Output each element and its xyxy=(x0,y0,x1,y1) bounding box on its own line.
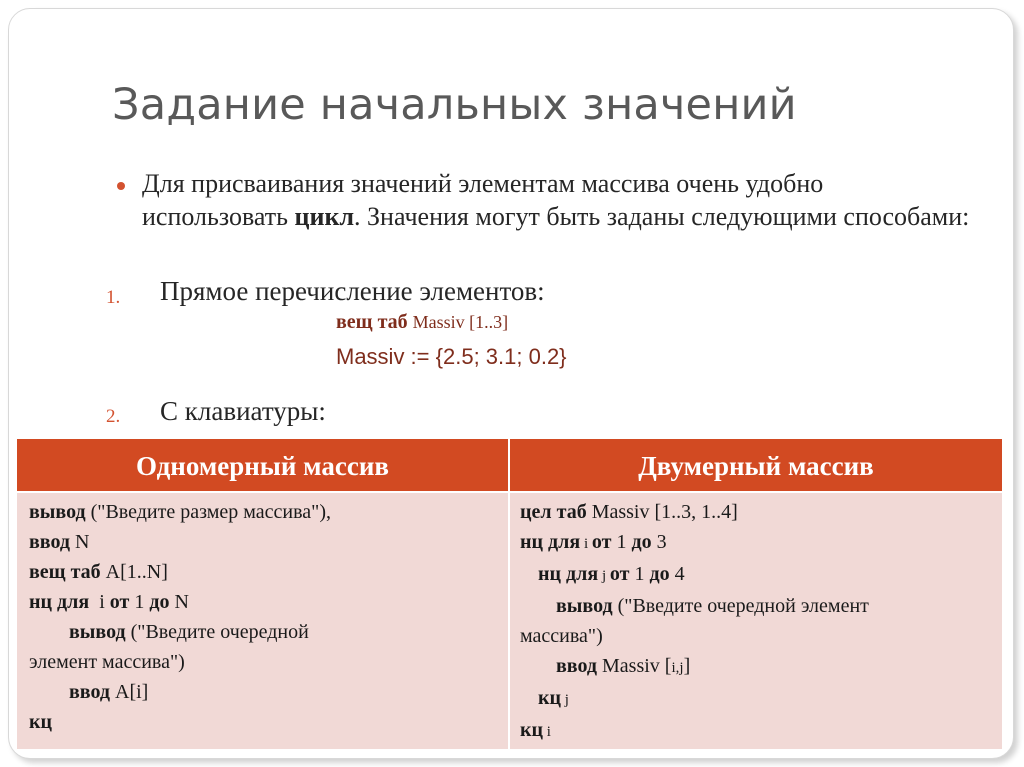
code-keyword: нц для xyxy=(520,531,581,553)
code-keyword: до xyxy=(631,531,652,553)
direct-code-keyword: вещ таб xyxy=(336,311,408,333)
table-cell-1d xyxy=(29,497,499,737)
code-line xyxy=(520,527,992,559)
code-text: i xyxy=(580,536,592,552)
code-line: массива") xyxy=(520,625,603,647)
code-line xyxy=(520,497,992,527)
list-number-1: 1. xyxy=(106,287,121,308)
code-text: i,j xyxy=(671,660,684,676)
code-text: 3 xyxy=(651,531,667,553)
code-keyword: кц xyxy=(520,719,544,741)
code-keyword: от xyxy=(109,591,130,613)
code-text: ("Введите очередной xyxy=(125,621,309,643)
bullet-marker xyxy=(117,182,125,190)
code-line xyxy=(520,683,992,715)
code-text: A[1..N] xyxy=(100,561,168,583)
code-keyword: до xyxy=(149,591,170,613)
code-keyword: от xyxy=(591,531,612,553)
direct-code-array: Massiv [1..3] xyxy=(412,312,509,332)
code-text: 1 xyxy=(611,531,632,553)
code-keyword: от xyxy=(609,563,630,585)
code-keyword: ввод xyxy=(556,655,598,677)
code-text: ("Введите размер массива"), xyxy=(85,501,331,523)
bullet-text-part1: Для присваивания значений элементам массива очень удобно использовать xyxy=(142,169,824,231)
code-keyword: ввод xyxy=(69,681,111,703)
code-line xyxy=(29,677,499,707)
list-item-2: С клавиатуры: xyxy=(160,396,326,426)
code-text: ("Введите очередной элемент xyxy=(612,595,869,617)
table-column-divider xyxy=(508,439,510,749)
direct-code-line-1 xyxy=(336,311,508,334)
code-keyword: кц xyxy=(538,687,562,709)
direct-code-line-2: Massiv := {2.5; 3.1; 0.2} xyxy=(336,344,567,369)
list-number-2: 2. xyxy=(106,406,121,427)
code-keyword: вывод xyxy=(29,501,86,523)
code-text: ] xyxy=(683,655,691,677)
code-text: j xyxy=(561,692,569,708)
code-line xyxy=(29,557,499,587)
code-line xyxy=(520,559,992,591)
code-text: 1 xyxy=(629,563,650,585)
code-text: N xyxy=(169,591,189,613)
code-line xyxy=(520,715,992,747)
table-header-1d: Одномерный массив xyxy=(17,439,508,491)
code-line xyxy=(29,527,499,557)
code-line xyxy=(520,591,992,621)
code-keyword: вывод xyxy=(69,621,126,643)
code-keyword: вещ таб xyxy=(29,561,101,583)
list-item-1: Прямое перечисление элементов: xyxy=(160,276,545,306)
bullet-text-part2: . Значения могут быть заданы следующими способами: xyxy=(354,202,970,231)
code-keyword: цел таб xyxy=(520,501,587,523)
code-text: A[i] xyxy=(110,681,149,703)
code-keyword: нц для xyxy=(538,563,599,585)
bullet-paragraph xyxy=(142,167,972,233)
code-line xyxy=(29,707,499,737)
code-keyword: ввод xyxy=(29,531,71,553)
code-table xyxy=(17,439,1002,749)
code-keyword: до xyxy=(649,563,670,585)
code-text: i xyxy=(89,591,110,613)
code-text: 1 xyxy=(129,591,150,613)
code-keyword: вывод xyxy=(556,595,613,617)
code-text: j xyxy=(598,568,610,584)
code-keyword: кц xyxy=(29,711,53,733)
code-keyword: нц для xyxy=(29,591,90,613)
table-header-2d: Двумерный массив xyxy=(510,439,1002,491)
code-text: i xyxy=(543,724,551,740)
code-line xyxy=(29,617,499,647)
code-text: Massiv [1..3, 1..4] xyxy=(586,501,738,523)
slide-title: Задание начальных значений xyxy=(112,80,797,130)
code-text: Massiv [ xyxy=(597,655,672,677)
code-text: 4 xyxy=(669,563,685,585)
code-line xyxy=(29,497,499,527)
code-line: элемент массива") xyxy=(29,651,185,673)
code-line xyxy=(520,651,992,683)
code-text: N xyxy=(70,531,90,553)
table-cell-2d xyxy=(520,497,992,747)
code-line xyxy=(29,587,499,617)
bullet-text-bold: цикл xyxy=(294,202,355,231)
